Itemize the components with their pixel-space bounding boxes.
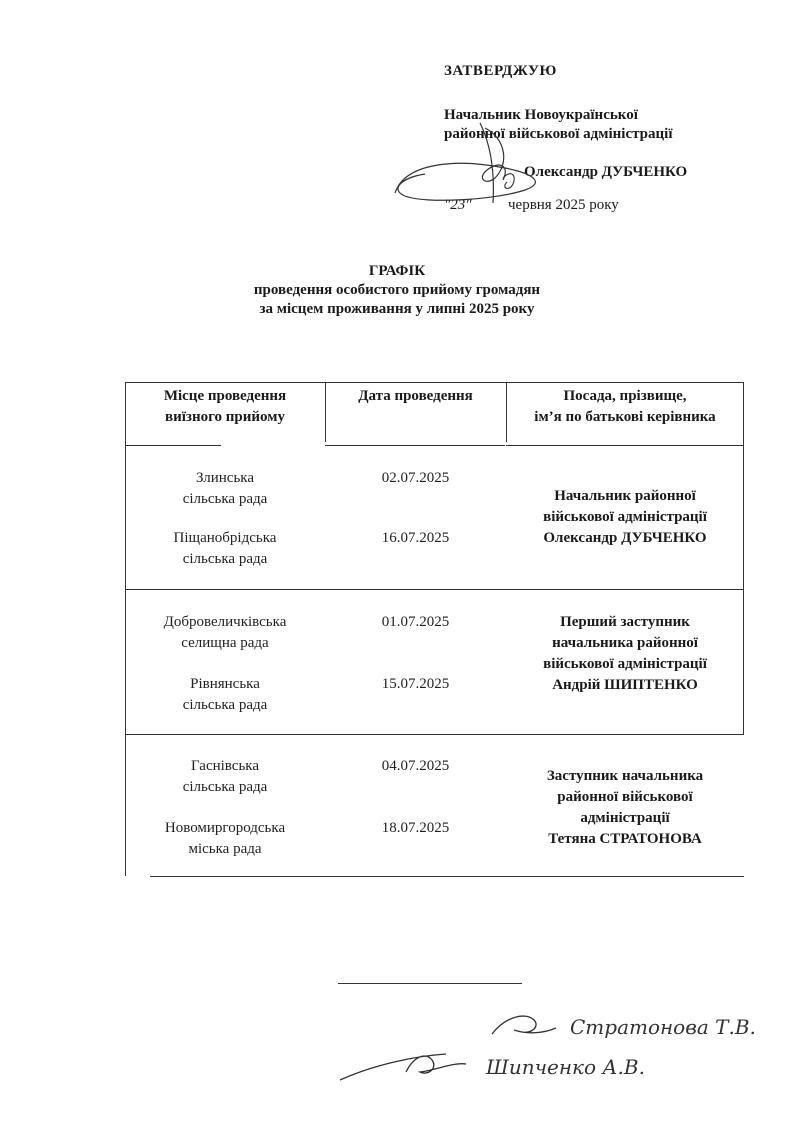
place-line1: Піщанобрідська xyxy=(173,530,277,546)
head-cell xyxy=(506,766,744,850)
approval-position-line1: Начальник Новоукраїнської xyxy=(444,107,638,123)
head-line: Олександр ДУБЧЕНКО xyxy=(543,530,707,546)
place-cell xyxy=(125,756,325,798)
place-line1: Гаснівська xyxy=(190,758,260,774)
document-heading xyxy=(0,262,794,319)
date-cell: 01.07.2025 xyxy=(381,614,450,630)
head-line: начальника районної xyxy=(552,635,698,651)
head-line: Андрій ШИПТЕНКО xyxy=(552,677,698,693)
date-cell: 02.07.2025 xyxy=(381,470,450,486)
table-row-line-a2 xyxy=(325,445,505,446)
approval-date-day: "23" xyxy=(444,197,472,213)
head-line: районної військової xyxy=(557,789,693,805)
head-line: Тетяна СТРАТОНОВА xyxy=(548,831,702,847)
place-cell xyxy=(125,528,325,570)
head-cell xyxy=(506,612,744,696)
date-cell: 18.07.2025 xyxy=(381,820,450,836)
heading-line1: проведення особистого прийому громадян xyxy=(253,282,541,298)
place-line2: міська рада xyxy=(188,841,262,857)
place-line1: Рівнянська xyxy=(190,676,260,692)
head-line: військової адміністрації xyxy=(543,656,707,672)
date-cell: 15.07.2025 xyxy=(381,676,450,692)
place-cell xyxy=(125,468,325,510)
head-line: адміністрації xyxy=(580,810,670,826)
header-head xyxy=(506,386,744,428)
handwritten-note-shyptenko xyxy=(336,1042,696,1088)
date-cell: 16.07.2025 xyxy=(381,530,450,546)
place-line1: Злинська xyxy=(195,470,255,486)
header-date: Дата проведення xyxy=(358,388,473,404)
heading-line2: за місцем проживання у липні 2025 року xyxy=(259,301,535,317)
place-cell xyxy=(125,612,325,654)
head-line: військової адміністрації xyxy=(543,509,707,525)
head-line: Заступник начальника xyxy=(546,768,704,784)
table-row-line-a1 xyxy=(125,445,221,446)
place-line2: сільська рада xyxy=(182,779,268,795)
schedule-table xyxy=(125,382,744,876)
handwritten-note-shyptenko-text: Шипченко А.В. xyxy=(486,1055,645,1079)
header-head-line2: ім’я по батькові керівника xyxy=(534,409,716,425)
approval-title: ЗАТВЕРДЖУЮ xyxy=(444,63,557,79)
place-line2: сільська рада xyxy=(182,697,268,713)
place-line1: Добровеличківська xyxy=(163,614,287,630)
heading-title: ГРАФІК xyxy=(368,263,426,279)
table-row-line-b xyxy=(125,589,744,590)
header-place xyxy=(125,386,325,428)
place-line2: сільська рада xyxy=(182,491,268,507)
approval-name: Олександр ДУБЧЕНКО xyxy=(524,164,688,180)
footer-separator xyxy=(338,983,522,984)
approval-date-rest: червня 2025 року xyxy=(508,197,619,213)
place-cell xyxy=(125,674,325,716)
header-head-line1: Посада, прізвище, xyxy=(563,388,687,404)
approval-position-line2: районної військової адміністрації xyxy=(444,126,673,142)
table-row-line-c xyxy=(125,734,744,735)
date-cell: 04.07.2025 xyxy=(381,758,450,774)
place-line2: сільська рада xyxy=(182,551,268,567)
table-border-bottom xyxy=(150,876,744,877)
place-line2: селищна рада xyxy=(181,635,269,651)
header-place-line1: Місце проведення xyxy=(163,388,287,404)
head-line: Начальник районної xyxy=(554,488,696,504)
head-line: Перший заступник xyxy=(560,614,690,630)
handwritten-note-stratonova-text: Стратонова Т.В. xyxy=(570,1015,756,1039)
table-row-line-a3 xyxy=(506,445,744,446)
place-line1: Новомиргородська xyxy=(164,820,286,836)
place-cell xyxy=(125,818,325,860)
director-signature xyxy=(385,108,555,218)
table-border-top xyxy=(125,382,744,383)
header-place-line2: виїзного прийому xyxy=(165,409,285,425)
head-cell xyxy=(506,486,744,549)
